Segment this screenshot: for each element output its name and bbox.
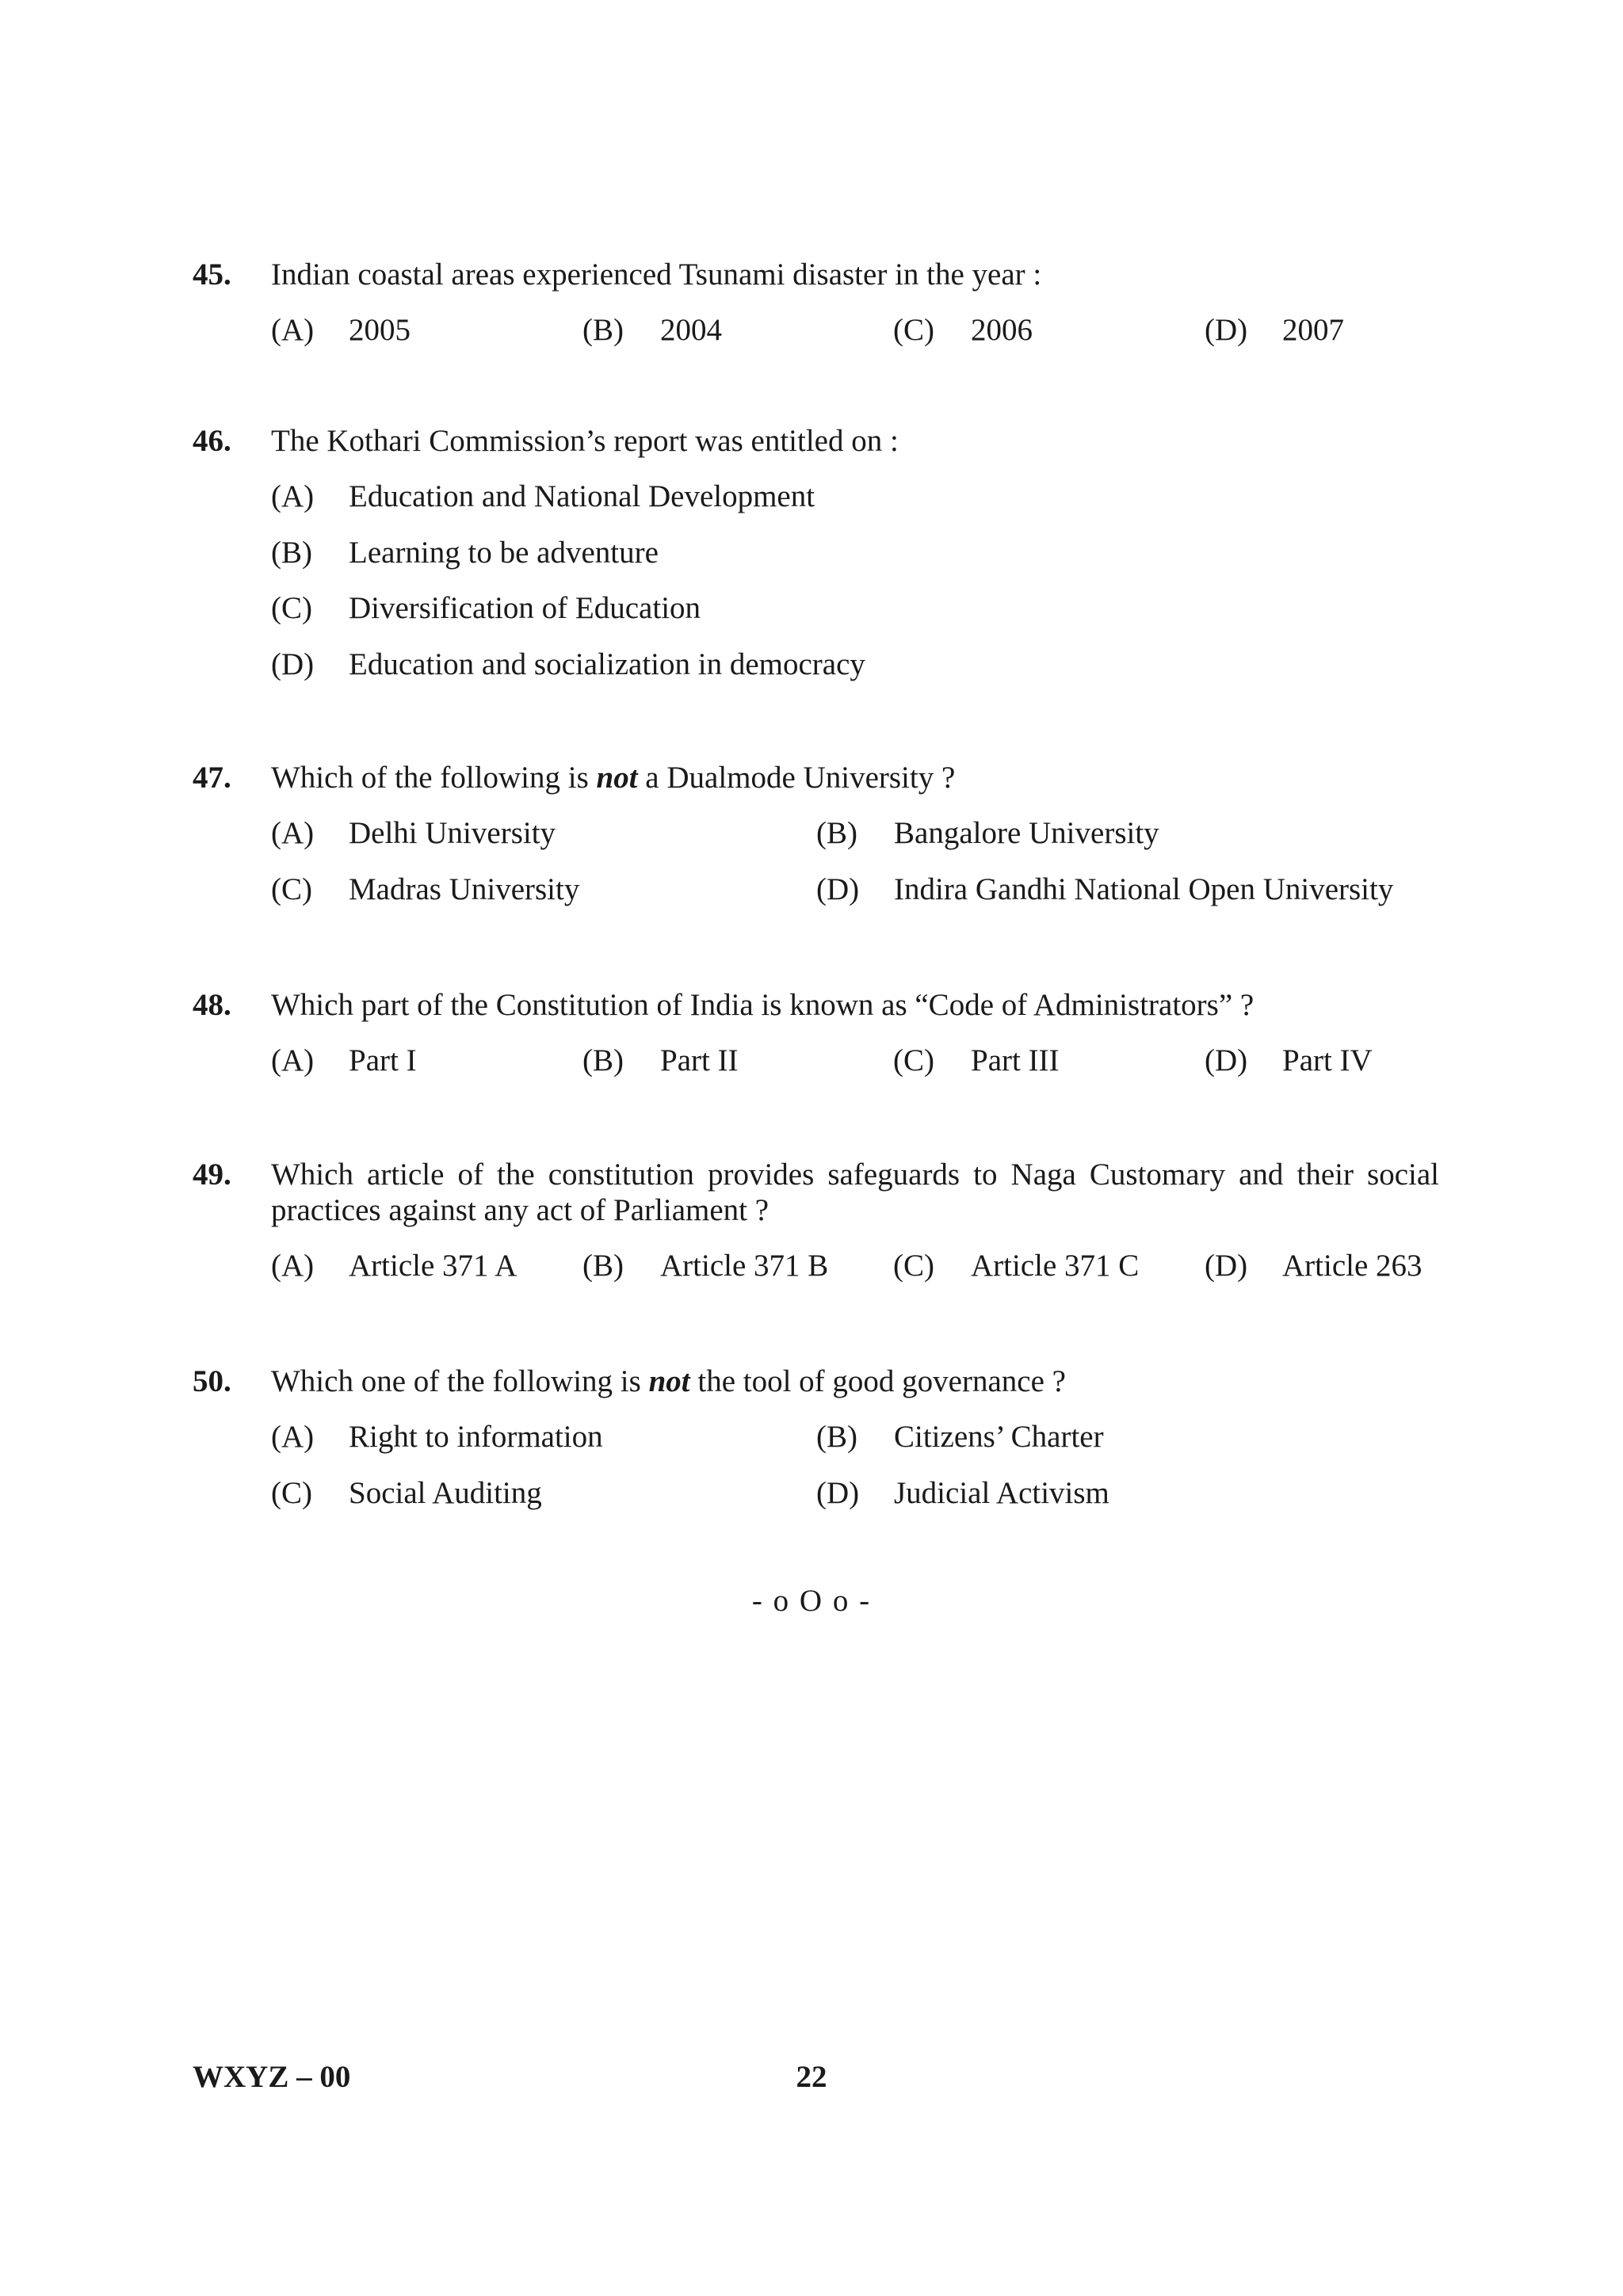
question-text: The Kothari Commission’s report was entitled on : — [271, 424, 899, 458]
question-text: Which one of the following is not the tool of good governance ? — [271, 1364, 1066, 1398]
question-number: 50. — [193, 1364, 231, 1398]
question-number: 47. — [193, 761, 231, 795]
paper-code: WXYZ – 00 — [193, 2060, 351, 2094]
question-text: Which of the following is not a Dualmode University ? — [271, 761, 956, 795]
question-text: Which article of the constitution provides safeguards to Naga Customary and their social practices against any act of Parliament ? — [271, 1158, 1439, 1227]
question-number: 45. — [193, 257, 231, 292]
page-number: 22 — [796, 2060, 827, 2094]
question-number: 46. — [193, 424, 231, 458]
question-text: Which part of the Constitution of India is known as “Code of Administrators” ? — [271, 988, 1254, 1022]
question-text: Indian coastal areas experienced Tsunami disaster in the year : — [271, 257, 1042, 292]
end-mark: - o O o - — [751, 1584, 872, 1618]
question-number: 48. — [193, 988, 231, 1022]
question-number: 49. — [193, 1158, 231, 1192]
